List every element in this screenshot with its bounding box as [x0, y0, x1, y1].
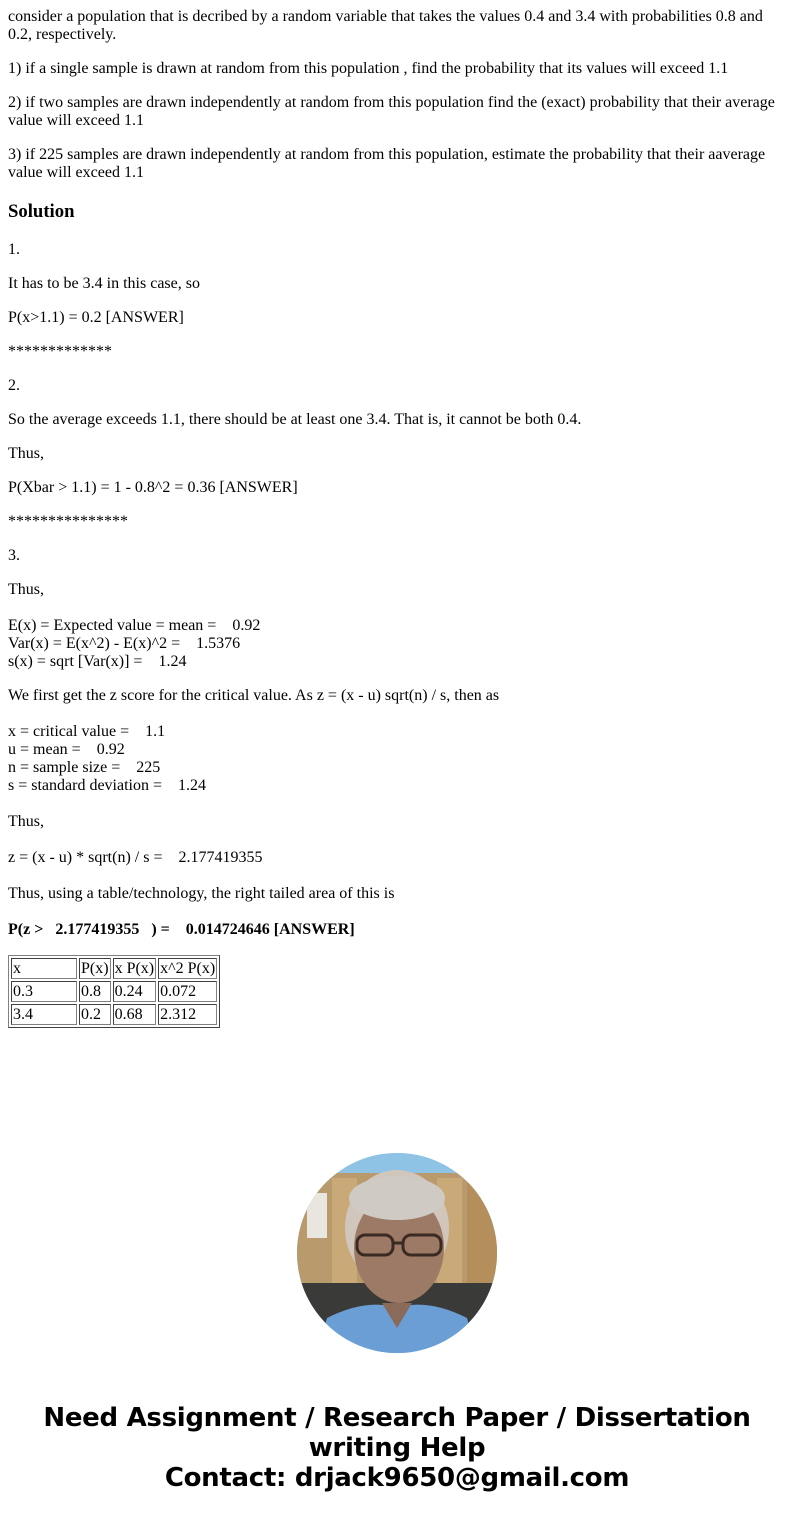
part2-separator: ***************	[8, 513, 128, 530]
z-score-calc: z = (x - u) * sqrt(n) / s = 2.177419355	[8, 849, 263, 866]
header-x2px: x^2 P(x)	[160, 960, 216, 977]
author-avatar	[297, 1153, 497, 1353]
solution-heading: Solution	[8, 201, 75, 222]
part1-separator: *************	[8, 343, 112, 360]
part3-answer: P(z > 2.177419355 ) = 0.014724646 [ANSWER]	[8, 921, 355, 938]
cell-x2px: 2.312	[158, 1004, 217, 1025]
z-intro: We first get the z score for the critical value. As z = (x - u) sqrt(n) / s, then as	[8, 687, 500, 704]
banner-line-2: writing Help	[308, 1433, 486, 1463]
cell-px: 0.2	[79, 1004, 111, 1025]
sample-size-line: n = sample size = 225	[8, 759, 161, 776]
contact-banner	[0, 1403, 794, 1493]
part2-text: So the average exceeds 1.1, there should be at least one 3.4. That is, it cannot be both 0.4.	[8, 411, 582, 428]
banner-line-1: Need Assignment / Research Paper / Dissertation	[43, 1403, 751, 1433]
part2-thus: Thus,	[8, 445, 44, 462]
moments-block	[8, 617, 260, 671]
header-xpx: x P(x)	[114, 960, 155, 977]
header-px: P(x)	[81, 960, 109, 977]
cell-x: 3.4	[11, 1004, 77, 1025]
part1-answer: P(x>1.1) = 0.2 [ANSWER]	[8, 309, 184, 326]
question-intro: consider a population that is decribed by a random variable that takes the values 0.4 and 3.4 with probabilities 0.8 and 0.2, respectively.	[8, 8, 763, 43]
part2-answer: P(Xbar > 1.1) = 1 - 0.8^2 = 0.36 [ANSWER]	[8, 479, 298, 496]
mean-line: u = mean = 0.92	[8, 741, 125, 758]
cell-xpx: 0.68	[113, 1004, 157, 1025]
parameters-block	[8, 723, 206, 795]
part1-text: It has to be 3.4 in this case, so	[8, 275, 200, 292]
question-part-3: 3) if 225 samples are drawn independently at random from this population, estimate the probability that their aaverage value will exceed 1.1	[8, 146, 766, 181]
part3-number: 3.	[8, 547, 20, 564]
variance-line: Var(x) = E(x^2) - E(x)^2 = 1.5376	[8, 635, 241, 652]
distribution-table	[8, 955, 220, 1028]
expected-value-line: E(x) = Expected value = mean = 0.92	[8, 617, 261, 634]
author-photo-icon	[297, 1153, 497, 1353]
cell-x2px: 0.072	[158, 981, 217, 1002]
std-dev-line: s(x) = sqrt [Var(x)] = 1.24	[8, 653, 187, 670]
critical-value-line: x = critical value = 1.1	[8, 723, 166, 740]
right-tail-text: Thus, using a table/technology, the right tailed area of this is	[8, 885, 395, 902]
question-part-1: 1) if a single sample is drawn at random from this population , find the probability that its values will exceed 1.1	[8, 60, 729, 77]
table-row	[11, 1004, 217, 1025]
header-x: x	[11, 958, 77, 979]
table-header-row	[11, 958, 217, 979]
cell-x: 0.3	[11, 981, 77, 1002]
part1-number: 1.	[8, 241, 20, 258]
cell-px: 0.8	[79, 981, 111, 1002]
part3-thus-2: Thus,	[8, 813, 44, 830]
cell-xpx: 0.24	[113, 981, 157, 1002]
table-row	[11, 981, 217, 1002]
question-part-2: 2) if two samples are drawn independently at random from this population find the (exact) probability that their average value will exceed 1.1	[8, 94, 775, 129]
part2-number: 2.	[8, 377, 20, 394]
standard-deviation-line: s = standard deviation = 1.24	[8, 777, 207, 794]
banner-contact-email: Contact: drjack9650@gmail.com	[164, 1463, 630, 1493]
part3-thus: Thus,	[8, 581, 44, 598]
